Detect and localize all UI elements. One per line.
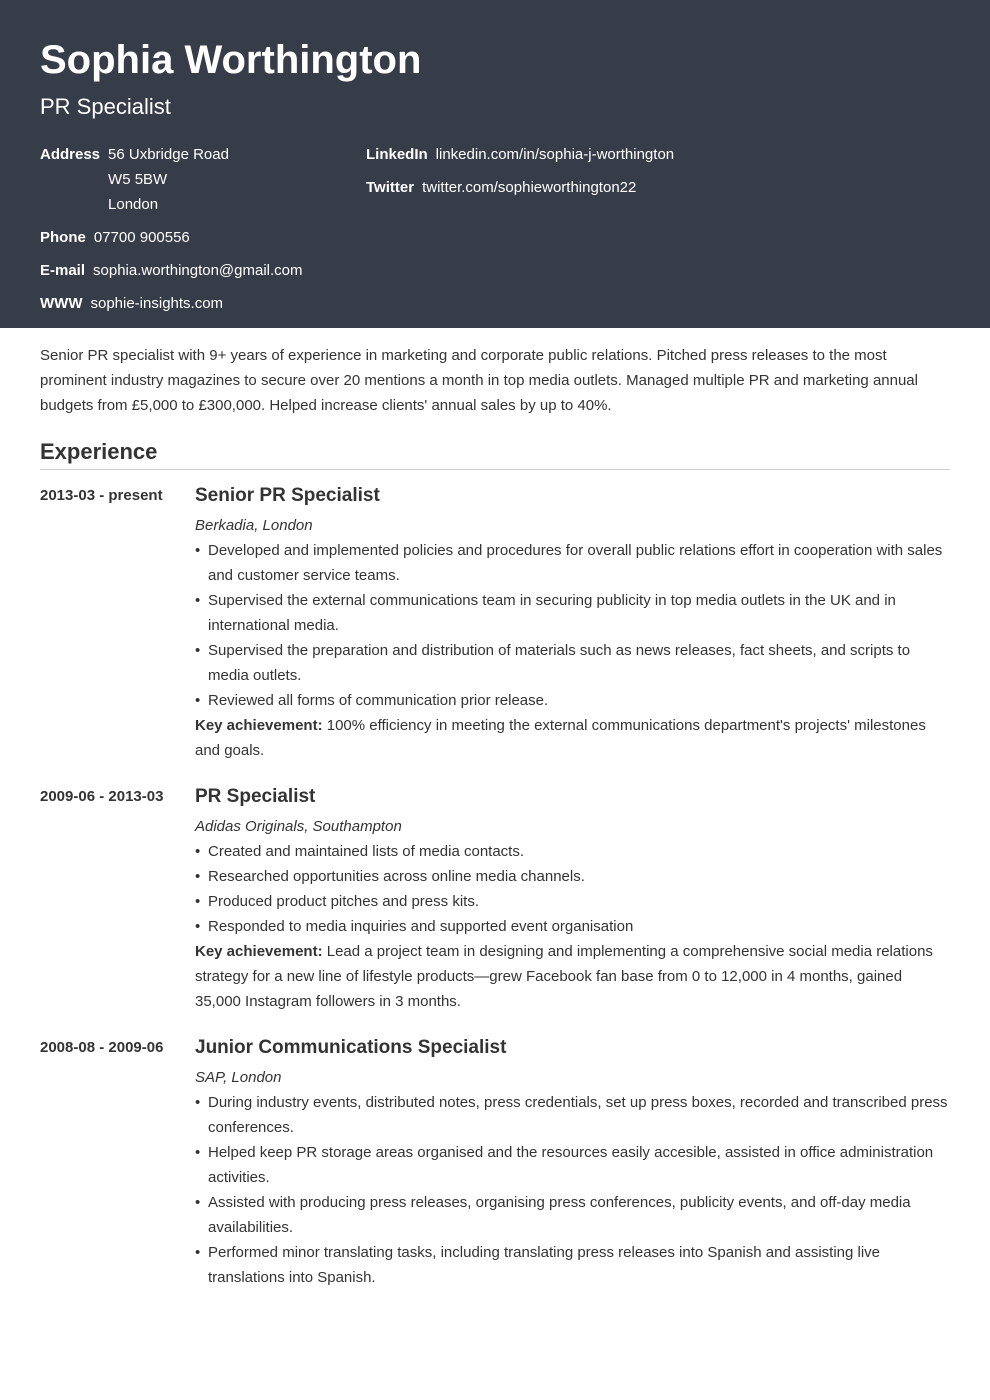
contact-info — [40, 142, 950, 324]
bullet-item: • Assisted with producing press releases, organising press conferences, publicity events, and off-day media availabilities. — [195, 1190, 950, 1240]
job-entry — [40, 1036, 950, 1290]
job-title: Junior Communications Specialist — [195, 1037, 507, 1058]
address-line: W5 5BW — [108, 171, 168, 188]
job-bullets — [195, 1090, 950, 1290]
phone-label: Phone — [40, 229, 86, 246]
job-role: PR Specialist — [40, 94, 171, 119]
contact-column-left — [40, 142, 366, 324]
bullet-item: • Reviewed all forms of communication prior release. — [195, 688, 950, 713]
address-line: London — [108, 196, 159, 213]
job-company: SAP, London — [195, 1069, 282, 1086]
last-name: Worthington — [184, 38, 422, 82]
key-achievement — [195, 939, 950, 1014]
phone-value: 07700 900556 — [93, 229, 190, 246]
website-label: WWW — [40, 295, 83, 312]
address-line: 56 Uxbridge Road — [108, 146, 229, 163]
email-link[interactable]: sophia.worthington@gmail.com — [93, 262, 303, 279]
twitter-label: Twitter — [366, 179, 415, 196]
job-details — [195, 1036, 950, 1290]
job-company: Berkadia, London — [195, 517, 313, 534]
address-row — [40, 142, 366, 217]
achievement-text: Lead a project team in designing and implementing a comprehensive social media relations strategy for a new line of lifestyle products—grew Facebook fan base from 0 to 12,000 in 4 months, gained 35,000 Instagram followers in 3 months. — [195, 943, 933, 1010]
website-link[interactable]: sophie-insights.com — [90, 295, 224, 312]
first-name: Sophia — [40, 38, 174, 82]
job-details — [195, 785, 950, 1014]
bullet-item: • Produced product pitches and press kits. — [195, 889, 950, 914]
linkedin-row — [366, 142, 766, 167]
contact-column-right — [366, 142, 766, 324]
job-entry — [40, 785, 950, 1014]
job-dates: 2013-03 - present — [40, 487, 163, 504]
key-achievement — [195, 713, 950, 763]
website-row — [40, 291, 366, 316]
bullet-item: • Performed minor translating tasks, including translating press releases into Spanish and assisting live translations into Spanish. — [195, 1240, 950, 1290]
section-title-experience: Experience — [40, 439, 950, 470]
bullet-item: • Created and maintained lists of media contacts. — [195, 839, 950, 864]
bullet-item: • Developed and implemented policies and procedures for overall public relations effort in cooperation with sales and customer service teams. — [195, 538, 950, 588]
address-label: Address — [40, 146, 101, 163]
email-label: E-mail — [40, 262, 86, 279]
job-dates: 2008-08 - 2009-06 — [40, 1039, 164, 1056]
address-value — [108, 142, 229, 217]
job-company: Adidas Originals, Southampton — [195, 818, 402, 835]
phone-row — [40, 225, 366, 250]
experience-section — [0, 439, 990, 1290]
job-entry — [40, 484, 950, 763]
achievement-text: 100% efficiency in meeting the external communications department's projects' milestones and goals. — [195, 717, 926, 759]
achievement-label: Key achievement: — [195, 717, 323, 734]
bullet-item: • Responded to media inquiries and supported event organisation — [195, 914, 950, 939]
job-details — [195, 484, 950, 763]
twitter-link[interactable]: twitter.com/sophieworthington22 — [422, 179, 637, 196]
bullet-item: • During industry events, distributed notes, press credentials, set up press boxes, recorded and transcribed press conferences. — [195, 1090, 950, 1140]
achievement-label: Key achievement: — [195, 943, 323, 960]
job-bullets — [195, 538, 950, 713]
job-title: Senior PR Specialist — [195, 485, 380, 506]
profile-summary: Senior PR specialist with 9+ years of experience in marketing and corporate public relations. Pitched press releases to the most prominent industry magazines to secure over 20 mentions a month in top media outlets. Managed multiple PR and marketing annual budgets from £5,000 to £300,000. Helped increase clients' annual sales by up to 40%. — [40, 347, 918, 414]
job-bullets — [195, 839, 950, 939]
job-title: PR Specialist — [195, 786, 316, 807]
resume-header — [0, 0, 990, 328]
bullet-item: • Supervised the preparation and distribution of materials such as news releases, fact sheets, and scripts to media outlets. — [195, 638, 950, 688]
bullet-item: • Supervised the external communications team in securing publicity in top media outlets in the UK and in international media. — [195, 588, 950, 638]
bullet-item: • Helped keep PR storage areas organised and the resources easily accesible, assisted in office administration activities. — [195, 1140, 950, 1190]
bullet-item: • Researched opportunities across online media channels. — [195, 864, 950, 889]
job-dates: 2009-06 - 2013-03 — [40, 788, 164, 805]
linkedin-link[interactable]: linkedin.com/in/sophia-j-worthington — [435, 146, 675, 163]
twitter-row — [366, 175, 766, 200]
linkedin-label: LinkedIn — [366, 146, 428, 163]
candidate-name — [40, 36, 950, 84]
email-row — [40, 258, 366, 283]
